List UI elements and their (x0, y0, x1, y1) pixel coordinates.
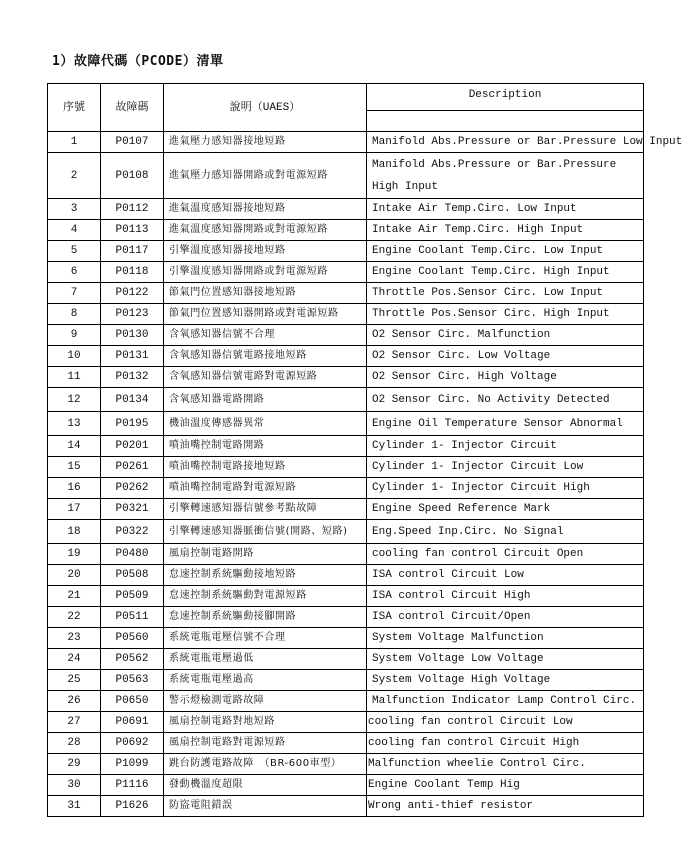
table-row (48, 649, 644, 670)
row-seq: 2 (48, 153, 101, 199)
row-description: O2 Sensor Circ. No Activity Detected (367, 388, 644, 412)
row-code: P0562 (101, 649, 164, 670)
row-description: System Voltage Malfunction (367, 628, 644, 649)
column-header-description: Description (367, 84, 644, 111)
row-seq: 1 (48, 132, 101, 153)
row-description: Malfunction Indicator Lamp Control Circ. (367, 691, 644, 712)
row-seq: 6 (48, 262, 101, 283)
row-desc: 進氣壓力感知器開路或對電源短路 (164, 153, 367, 199)
row-description: Engine Coolant Temp Hig (367, 775, 644, 796)
row-code: P0195 (101, 412, 164, 436)
row-seq: 21 (48, 586, 101, 607)
row-desc: 噴油嘴控制電路對電源短路 (164, 478, 367, 499)
table-row (48, 262, 644, 283)
table-row (48, 132, 644, 153)
row-desc: 系統電瓶電壓過高 (164, 670, 367, 691)
table-row (48, 733, 644, 754)
table-row (48, 628, 644, 649)
row-description: Cylinder 1- Injector Circuit (367, 436, 644, 457)
row-description: ISA control Circuit/Open (367, 607, 644, 628)
row-code: P0108 (101, 153, 164, 199)
row-desc: 系統電瓶電壓信號不合理 (164, 628, 367, 649)
row-description: Throttle Pos.Sensor Circ. Low Input (367, 283, 644, 304)
row-description: Wrong anti-thief resistor (367, 796, 644, 817)
row-code: P0650 (101, 691, 164, 712)
row-seq: 26 (48, 691, 101, 712)
row-desc: 噴油嘴控制電路開路 (164, 436, 367, 457)
table-row (48, 346, 644, 367)
row-code: P1116 (101, 775, 164, 796)
table-row (48, 436, 644, 457)
row-seq: 3 (48, 199, 101, 220)
row-description: ISA control Circuit Low (367, 565, 644, 586)
row-code: P0117 (101, 241, 164, 262)
column-header-code: 故障碼 (101, 84, 164, 132)
row-description: System Voltage Low Voltage (367, 649, 644, 670)
row-description: Engine Coolant Temp.Circ. Low Input (367, 241, 644, 262)
row-seq: 25 (48, 670, 101, 691)
row-desc: 含氧感知器信號電路接地短路 (164, 346, 367, 367)
row-description: cooling fan control Circuit High (367, 733, 644, 754)
row-seq: 15 (48, 457, 101, 478)
row-seq: 19 (48, 544, 101, 565)
row-description: Malfunction wheelie Control Circ. (367, 754, 644, 775)
row-desc: 含氧感知器信號不合理 (164, 325, 367, 346)
row-seq: 11 (48, 367, 101, 388)
table-row (48, 388, 644, 412)
table-row (48, 220, 644, 241)
row-code: P0322 (101, 520, 164, 544)
row-desc: 進氣壓力感知器接地短路 (164, 132, 367, 153)
table-row (48, 199, 644, 220)
row-description: cooling fan control Circuit Open (367, 544, 644, 565)
row-seq: 10 (48, 346, 101, 367)
row-description: Engine Oil Temperature Sensor Abnormal (367, 412, 644, 436)
row-seq: 9 (48, 325, 101, 346)
table-row (48, 283, 644, 304)
column-header-desc: 說明（UAES） (164, 84, 367, 132)
table-row (48, 153, 644, 199)
row-desc: 含氧感知器信號電路對電源短路 (164, 367, 367, 388)
row-description: System Voltage High Voltage (367, 670, 644, 691)
row-code: P0321 (101, 499, 164, 520)
row-description: Engine Speed Reference Mark (367, 499, 644, 520)
row-code: P0112 (101, 199, 164, 220)
row-code: P0508 (101, 565, 164, 586)
row-seq: 13 (48, 412, 101, 436)
row-desc: 含氧感知器電路開路 (164, 388, 367, 412)
row-desc: 怠速控制系統驅動對電源短路 (164, 586, 367, 607)
table-row (48, 457, 644, 478)
row-desc: 噴油嘴控制電路接地短路 (164, 457, 367, 478)
table-body (48, 132, 683, 817)
row-code: P0691 (101, 712, 164, 733)
table-row (48, 796, 644, 817)
row-desc: 機油溫度傳感器異常 (164, 412, 367, 436)
row-desc: 跳台防護電路故障 （BR-600車型） (164, 754, 367, 775)
row-desc: 節氣門位置感知器接地短路 (164, 283, 367, 304)
table-row (48, 412, 644, 436)
row-code: P0131 (101, 346, 164, 367)
row-description: cooling fan control Circuit Low (367, 712, 644, 733)
row-description: Throttle Pos.Sensor Circ. High Input (367, 304, 644, 325)
pcode-table (47, 83, 683, 817)
row-code: P0261 (101, 457, 164, 478)
row-description: O2 Sensor Circ. Malfunction (367, 325, 644, 346)
row-description: Cylinder 1- Injector Circuit High (367, 478, 644, 499)
row-seq: 20 (48, 565, 101, 586)
row-description: Intake Air Temp.Circ. High Input (367, 220, 644, 241)
row-seq: 16 (48, 478, 101, 499)
row-description: Cylinder 1- Injector Circuit Low (367, 457, 644, 478)
row-desc: 進氣溫度感知器接地短路 (164, 199, 367, 220)
row-desc: 引擎轉速感知器脈衝信號(開路、短路) (164, 520, 367, 544)
row-seq: 18 (48, 520, 101, 544)
column-header-description-sub (367, 111, 644, 132)
row-description: Intake Air Temp.Circ. Low Input (367, 199, 644, 220)
row-desc: 系統電瓶電壓過低 (164, 649, 367, 670)
table-row (48, 691, 644, 712)
row-seq: 22 (48, 607, 101, 628)
row-code: P0201 (101, 436, 164, 457)
table-row (48, 775, 644, 796)
row-seq: 14 (48, 436, 101, 457)
row-code: P0692 (101, 733, 164, 754)
table-row (48, 565, 644, 586)
row-desc: 風扇控制電路對地短路 (164, 712, 367, 733)
row-seq: 23 (48, 628, 101, 649)
row-seq: 7 (48, 283, 101, 304)
table-row (48, 544, 644, 565)
table-row (48, 712, 644, 733)
row-seq: 5 (48, 241, 101, 262)
table-row (48, 325, 644, 346)
row-desc: 防盜電阻錯誤 (164, 796, 367, 817)
row-seq: 28 (48, 733, 101, 754)
row-description: O2 Sensor Circ. Low Voltage (367, 346, 644, 367)
table-row (48, 670, 644, 691)
row-description: Manifold Abs.Pressure or Bar.Pressure High Input (367, 153, 644, 199)
section-heading: 1）故障代碼（PCODE）清單 (52, 54, 224, 69)
row-seq: 29 (48, 754, 101, 775)
row-desc: 警示燈檢測電路故障 (164, 691, 367, 712)
row-desc: 引擎溫度感知器開路或對電源短路 (164, 262, 367, 283)
table-row (48, 367, 644, 388)
row-desc: 引擎轉速感知器信號參考點故障 (164, 499, 367, 520)
table-row (48, 304, 644, 325)
row-seq: 30 (48, 775, 101, 796)
row-desc: 風扇控制電路開路 (164, 544, 367, 565)
row-desc: 進氣溫度感知器開路或對電源短路 (164, 220, 367, 241)
row-code: P0262 (101, 478, 164, 499)
row-desc: 怠速控制系統驅動接腳開路 (164, 607, 367, 628)
row-code: P0511 (101, 607, 164, 628)
row-description: Eng.Speed Inp.Circ. No Signal (367, 520, 644, 544)
row-code: P0107 (101, 132, 164, 153)
row-description: Manifold Abs.Pressure or Bar.Pressure Low Input (367, 132, 644, 153)
table-row (48, 586, 644, 607)
row-desc: 引擎溫度感知器接地短路 (164, 241, 367, 262)
row-code: P0132 (101, 367, 164, 388)
row-code: P1099 (101, 754, 164, 775)
row-seq: 4 (48, 220, 101, 241)
row-seq: 8 (48, 304, 101, 325)
row-code: P0480 (101, 544, 164, 565)
row-description: O2 Sensor Circ. High Voltage (367, 367, 644, 388)
row-seq: 17 (48, 499, 101, 520)
table-row (48, 520, 644, 544)
row-code: P0560 (101, 628, 164, 649)
row-description: Engine Coolant Temp.Circ. High Input (367, 262, 644, 283)
row-desc: 節氣門位置感知器開路或對電源短路 (164, 304, 367, 325)
row-seq: 27 (48, 712, 101, 733)
table-row (48, 607, 644, 628)
row-code: P0563 (101, 670, 164, 691)
row-desc: 發動機溫度超限 (164, 775, 367, 796)
row-seq: 31 (48, 796, 101, 817)
row-code: P0113 (101, 220, 164, 241)
row-code: P0122 (101, 283, 164, 304)
row-code: P0134 (101, 388, 164, 412)
row-seq: 24 (48, 649, 101, 670)
row-seq: 12 (48, 388, 101, 412)
table-row (48, 478, 644, 499)
row-code: P0509 (101, 586, 164, 607)
table-row (48, 241, 644, 262)
row-desc: 怠速控制系統驅動接地短路 (164, 565, 367, 586)
table-row (48, 754, 644, 775)
row-code: P1626 (101, 796, 164, 817)
row-code: P0130 (101, 325, 164, 346)
column-header-seq: 序號 (48, 84, 101, 132)
row-desc: 風扇控制電路對電源短路 (164, 733, 367, 754)
table-row (48, 499, 644, 520)
row-code: P0118 (101, 262, 164, 283)
row-code: P0123 (101, 304, 164, 325)
row-description: ISA control Circuit High (367, 586, 644, 607)
